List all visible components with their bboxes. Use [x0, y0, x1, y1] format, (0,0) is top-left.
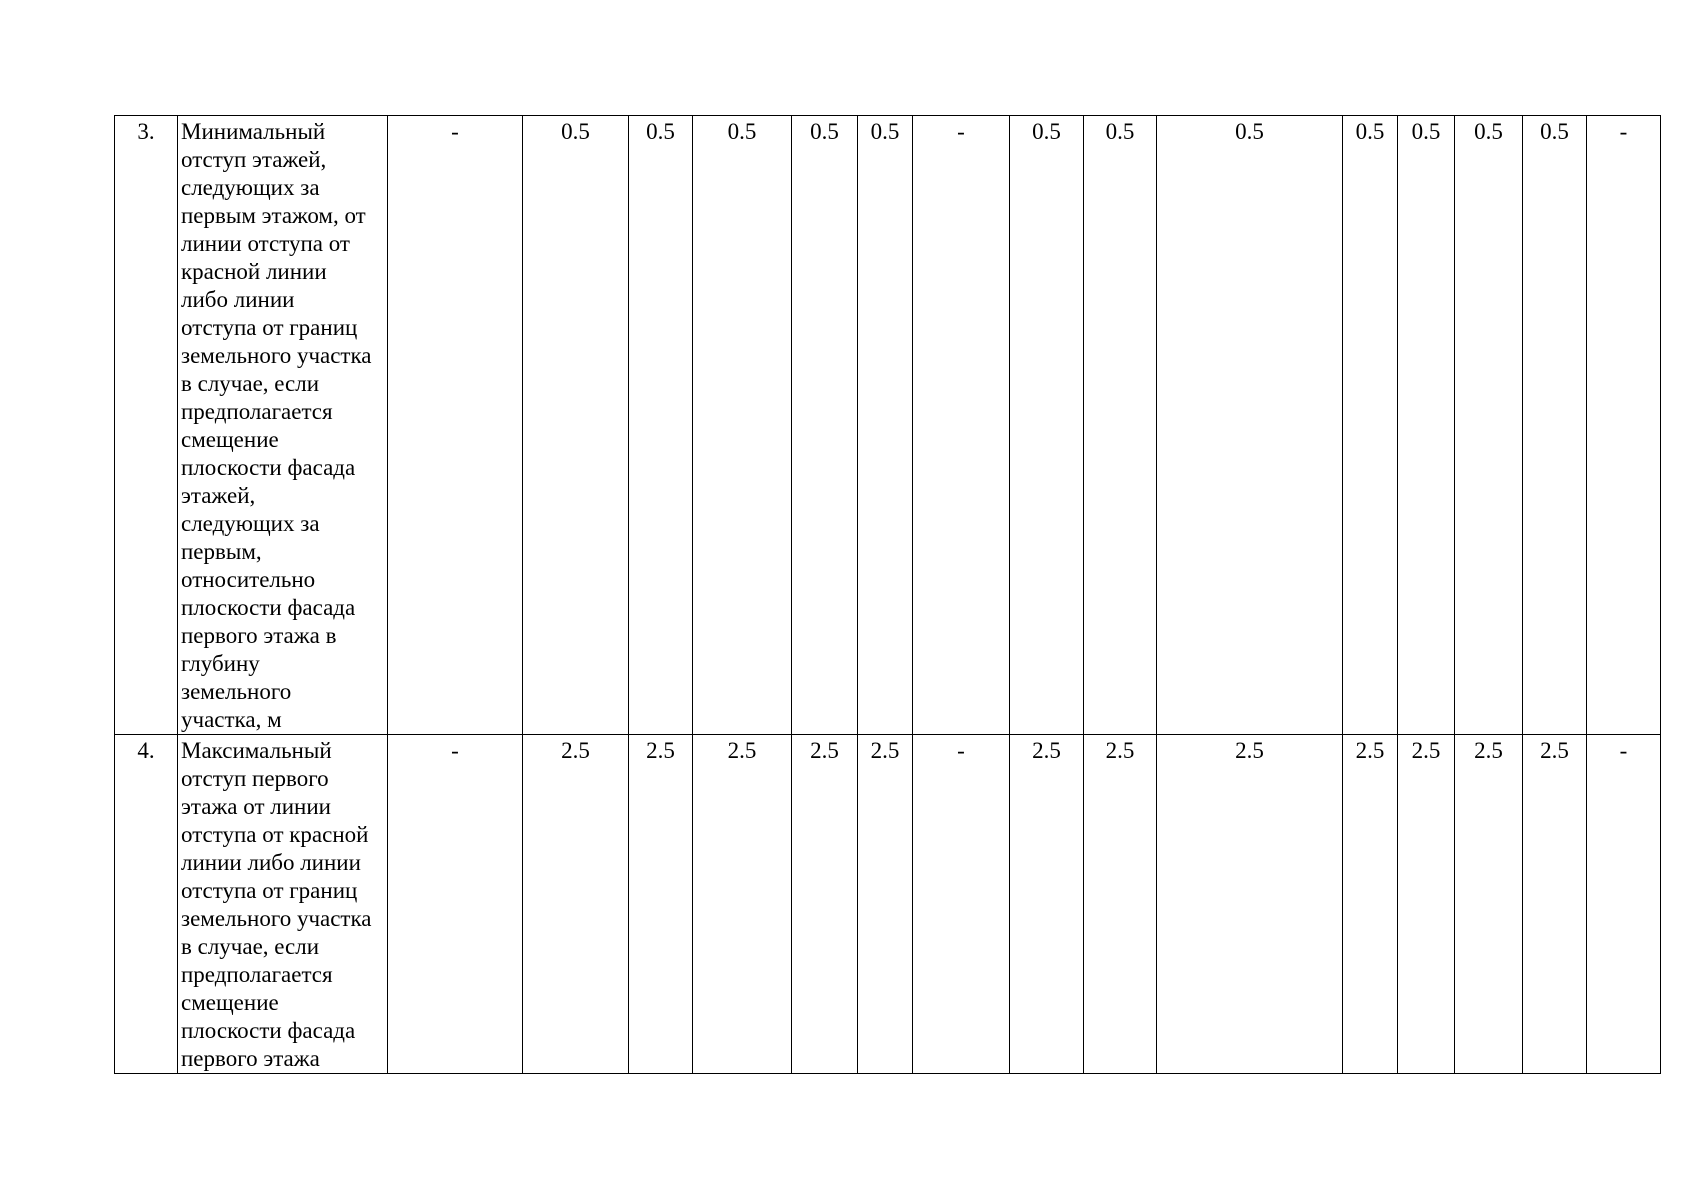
description-line: следующих за — [181, 511, 320, 536]
description-line: земельного участка — [181, 906, 372, 931]
description-line: отступа от границ — [181, 878, 358, 903]
value-cell: 2.5 — [1343, 735, 1398, 1074]
description-line: в случае, если — [181, 371, 320, 396]
value-cell: 0.5 — [523, 116, 629, 735]
description-line: линии отступа от — [181, 231, 350, 256]
description-line: относительно — [181, 567, 316, 592]
value-cell: 0.5 — [693, 116, 792, 735]
row-number-cell: 4. — [115, 735, 178, 1074]
description-cell — [178, 735, 388, 1074]
value-cell: 0.5 — [1523, 116, 1587, 735]
value-cell: - — [388, 735, 523, 1074]
description-line: этажа от линии — [181, 794, 331, 819]
value-cell: 2.5 — [792, 735, 858, 1074]
value-cell: 2.5 — [1398, 735, 1455, 1074]
description-line: предполагается — [181, 962, 333, 987]
description-line: отступ этажей, — [181, 147, 327, 172]
value-cell: 0.5 — [1398, 116, 1455, 735]
description-line: первым, — [181, 539, 262, 564]
description-line: отступа от красной — [181, 822, 369, 847]
description-cell — [178, 116, 388, 735]
value-cell: 2.5 — [1157, 735, 1343, 1074]
description-line: следующих за — [181, 175, 320, 200]
description-line: либо линии — [181, 287, 295, 312]
description-line: красной линии — [181, 259, 327, 284]
value-cell: 2.5 — [1084, 735, 1157, 1074]
description-line: земельного — [181, 679, 292, 704]
description-line: Минимальный — [181, 119, 326, 144]
description-line: в случае, если — [181, 934, 320, 959]
value-cell: 0.5 — [1343, 116, 1398, 735]
description-line: Максимальный — [181, 738, 332, 763]
value-cell: 2.5 — [523, 735, 629, 1074]
description-line: отступ первого — [181, 766, 329, 791]
table-row — [115, 735, 1661, 1074]
description-line: первым этажом, от — [181, 203, 366, 228]
value-cell: 0.5 — [1084, 116, 1157, 735]
description-line: смещение — [181, 990, 279, 1015]
description-line: предполагается — [181, 399, 333, 424]
description-line: этажей, — [181, 483, 256, 508]
value-cell: 0.5 — [629, 116, 693, 735]
value-cell: 2.5 — [1455, 735, 1523, 1074]
value-cell: 2.5 — [693, 735, 792, 1074]
value-cell: 2.5 — [1010, 735, 1084, 1074]
description-line: смещение — [181, 427, 279, 452]
value-cell: 2.5 — [629, 735, 693, 1074]
value-cell: - — [913, 735, 1010, 1074]
value-cell: 0.5 — [1455, 116, 1523, 735]
requirements-table — [114, 115, 1661, 1074]
value-cell: - — [1587, 735, 1661, 1074]
description-line: плоскости фасада — [181, 455, 356, 480]
row-number-cell: 3. — [115, 116, 178, 735]
value-cell: - — [388, 116, 523, 735]
description-line: глубину — [181, 651, 260, 676]
description-line: первого этажа в — [181, 623, 337, 648]
table-body — [115, 116, 1661, 1074]
description-line: участка, м — [181, 707, 282, 732]
description-line: первого этажа — [181, 1046, 320, 1071]
description-line: плоскости фасада — [181, 595, 356, 620]
description-line: линии либо линии — [181, 850, 361, 875]
value-cell: 2.5 — [858, 735, 913, 1074]
description-line: отступа от границ — [181, 315, 358, 340]
value-cell: 0.5 — [858, 116, 913, 735]
value-cell: - — [1587, 116, 1661, 735]
description-line: плоскости фасада — [181, 1018, 356, 1043]
description-line: земельного участка — [181, 343, 372, 368]
value-cell: 0.5 — [1010, 116, 1084, 735]
table-row — [115, 116, 1661, 735]
value-cell: - — [913, 116, 1010, 735]
value-cell: 0.5 — [1157, 116, 1343, 735]
value-cell: 2.5 — [1523, 735, 1587, 1074]
value-cell: 0.5 — [792, 116, 858, 735]
